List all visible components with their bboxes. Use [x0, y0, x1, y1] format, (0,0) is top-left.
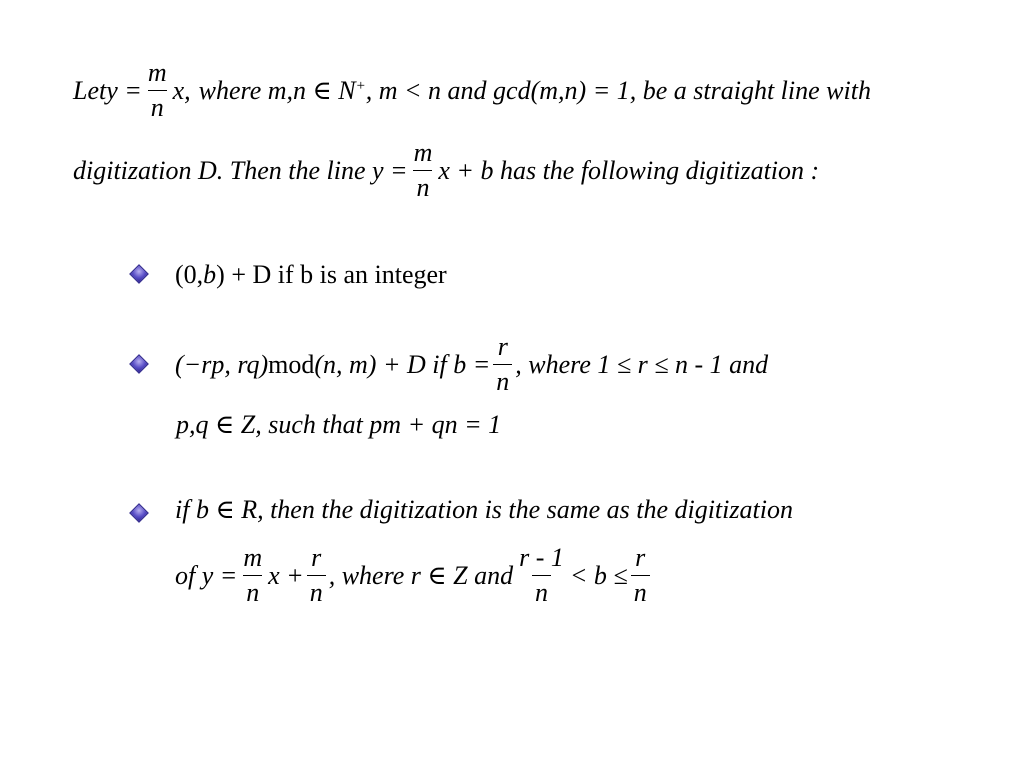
fraction-numerator: m — [147, 58, 167, 87]
bullet-text: (−rp, rq) — [175, 349, 269, 379]
r-minus-1-over-n-fraction — [516, 545, 567, 606]
fraction-denominator: n — [413, 170, 432, 201]
bullet-text: ) + D if b is an integer — [216, 260, 447, 289]
bullet-text: (0, — [175, 260, 204, 289]
bullet-2-line-2 — [176, 412, 501, 438]
bullet-1-line-1 — [175, 262, 447, 288]
theorem-text: digitization D. Then the line y = — [73, 155, 408, 185]
r-over-n-fraction — [493, 334, 512, 395]
superscript-plus: + — [355, 78, 366, 94]
bullet-text: (n, m) + D if b = — [314, 349, 491, 379]
m-over-n-fraction — [240, 545, 265, 606]
theorem-line-1 — [73, 60, 871, 121]
fraction-denominator: n — [148, 90, 167, 121]
r-over-n-fraction — [307, 545, 326, 606]
bullet-text: if b ∈ R, then the digitization is the same as the digitization — [175, 495, 793, 524]
fraction-numerator: r - 1 — [519, 543, 564, 572]
fraction-numerator: m — [243, 543, 263, 572]
r-over-n-fraction — [631, 545, 650, 606]
diamond-bullet-icon — [129, 264, 149, 284]
theorem-text: x, — [172, 75, 191, 105]
bullet-text: of y = — [175, 560, 238, 590]
fraction-numerator: r — [635, 543, 646, 572]
fraction-numerator: m — [413, 138, 433, 167]
bullet-text: x + — [268, 560, 304, 590]
fraction-numerator: r — [497, 332, 508, 361]
diamond-bullet-icon — [129, 503, 149, 523]
bullet-text: , where 1 ≤ r ≤ n - 1 and — [515, 349, 769, 379]
theorem-y-eq: y = — [106, 75, 142, 105]
theorem-let: Let — [73, 75, 107, 105]
fraction-denominator: n — [493, 364, 512, 395]
theorem-text: where m,n ∈ N — [198, 75, 356, 105]
theorem-text: x + b has the following digitization : — [438, 155, 820, 185]
bullet-var: b — [203, 260, 217, 289]
fraction-denominator: n — [243, 575, 262, 606]
fraction-denominator: n — [307, 575, 326, 606]
slope-fraction — [411, 140, 436, 201]
bullet-3-line-1 — [175, 497, 793, 523]
bullet-3-line-2 — [175, 545, 653, 606]
fraction-denominator: n — [532, 575, 551, 606]
fraction-numerator: r — [311, 543, 322, 572]
theorem-line-2 — [73, 140, 819, 201]
bullet-2-line-1 — [175, 334, 768, 395]
bullet-text: , where r ∈ Z and — [328, 560, 514, 590]
bullet-text: < b ≤ — [569, 560, 628, 590]
theorem-text: , m < n and gcd(m,n) = 1, be a straight line with — [365, 75, 871, 105]
mod-operator: mod — [268, 349, 315, 379]
fraction-denominator: n — [631, 575, 650, 606]
diamond-bullet-icon — [129, 354, 149, 374]
slope-fraction — [145, 60, 170, 121]
bullet-text: p,q ∈ Z, such that pm + qn = 1 — [176, 410, 502, 439]
